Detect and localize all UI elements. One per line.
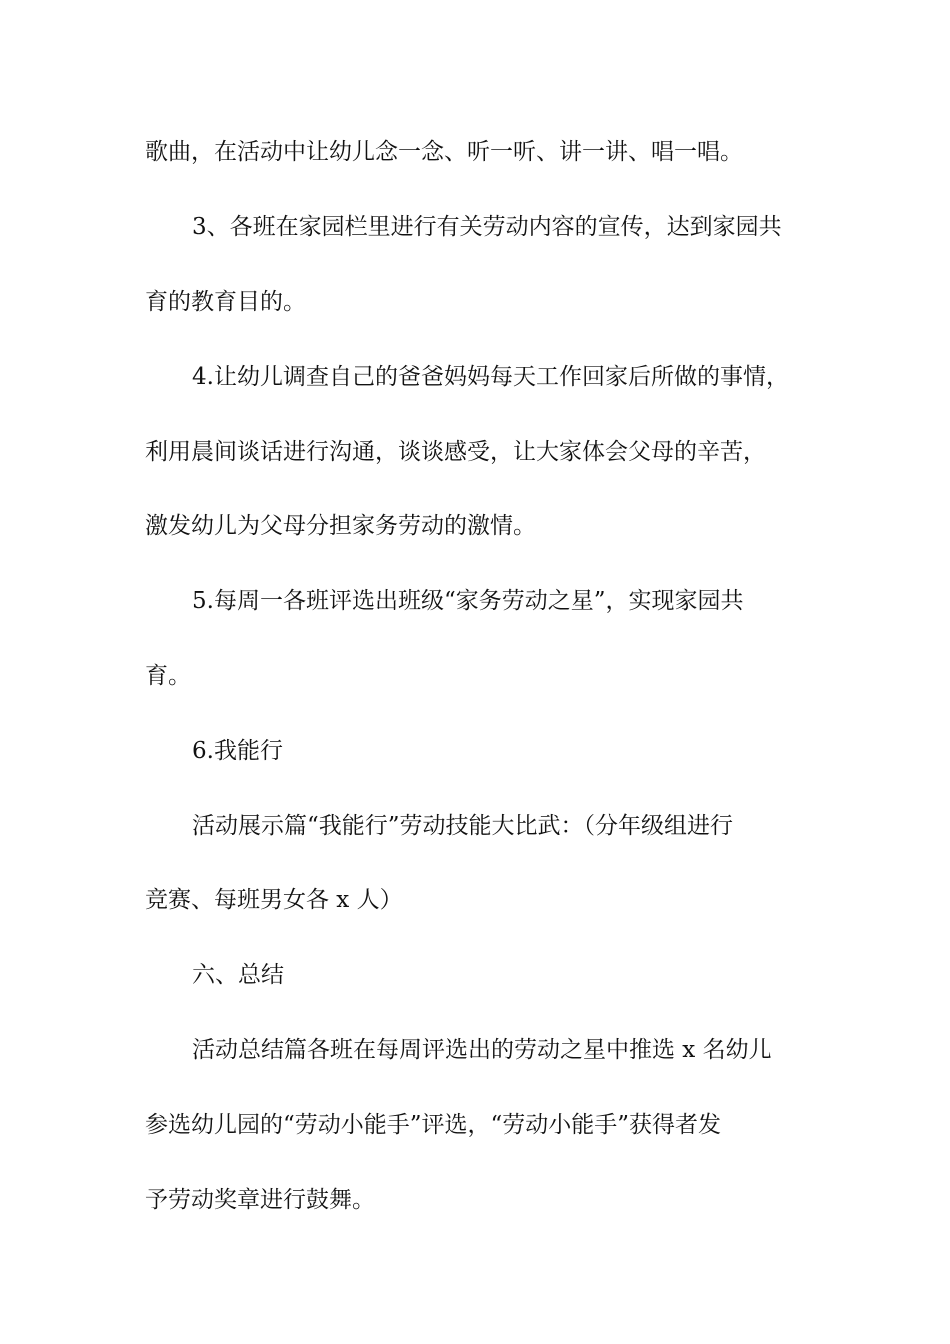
text-line-14: 参选幼儿园的“劳动小能手”评选，“劳动小能手”获得者发: [145, 1112, 722, 1138]
text-line-5: 利用晨间谈话进行沟通，谈谈感受，让大家体会父母的辛苦，: [145, 439, 766, 465]
text-line-15: 予劳动奖章进行鼓舞。: [145, 1187, 375, 1213]
section-heading-summary: 六、总结: [192, 962, 284, 988]
text-line-4: 4.让幼儿调查自己的爸爸妈妈每天工作回家后所做的事情，: [192, 364, 789, 390]
text-line-8: 育。: [145, 663, 191, 689]
text-line-3: 育的教育目的。: [145, 289, 306, 315]
text-line-9: 6.我能行: [192, 738, 283, 764]
text-line-7: 5.每周一各班评选出班级“家务劳动之星”，实现家园共: [192, 588, 744, 614]
text-line-10: 活动展示篇“我能行”劳动技能大比武：（分年级组进行: [192, 813, 734, 839]
text-line-6: 激发幼儿为父母分担家务劳动的激情。: [145, 513, 536, 539]
text-line-13: 活动总结篇各班在每周评选出的劳动之星中推选 x 名幼儿: [192, 1037, 772, 1063]
text-line-2: 3、各班在家园栏里进行有关劳动内容的宣传，达到家园共: [192, 214, 782, 240]
text-line-11: 竞赛、每班男女各 x 人）: [145, 887, 403, 913]
text-line-1: 歌曲，在活动中让幼儿念一念、听一听、讲一讲、唱一唱。: [145, 139, 743, 165]
